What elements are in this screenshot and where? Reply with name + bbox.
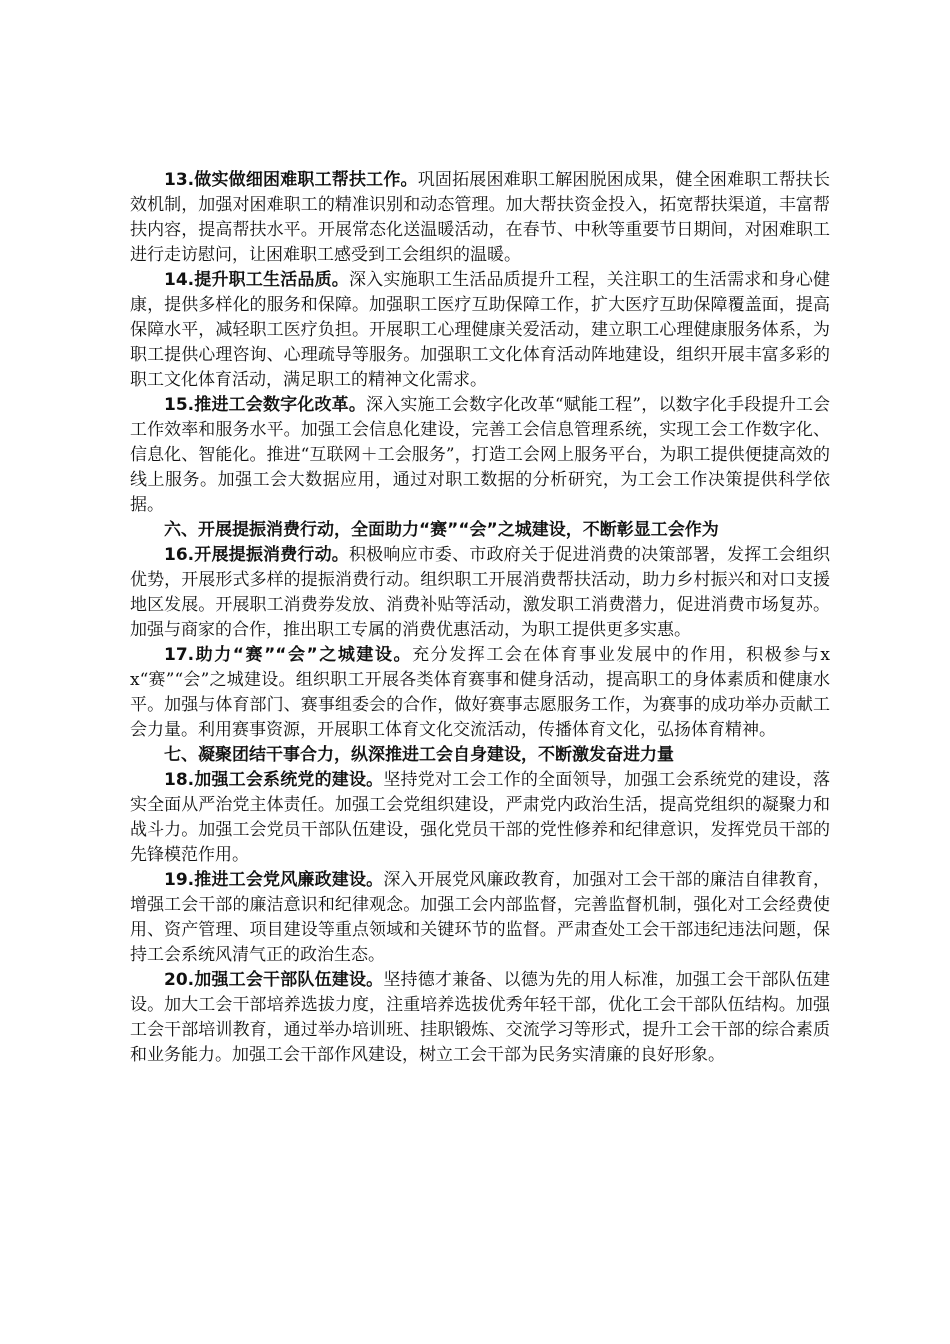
paragraph-lead: 13.做实做细困难职工帮扶工作。	[164, 170, 418, 190]
section-heading-7: 七、凝聚团结干事合力，纵深推进工会自身建设，不断激发奋进力量	[164, 745, 674, 765]
paragraph-20	[130, 968, 830, 1068]
paragraph-19	[130, 868, 830, 968]
paragraph-body: 深入实施职工生活品质提升工程，关注职工的生活需求和身心健康，提供多样化的服务和保障。加强职工医疗互助保障工作，扩大医疗互助保障覆盖面，提高保障水平，减轻职工医疗负担。开展职工心理健康关爱活动，建立职工心理健康服务体系，为职工提供心理咨询、心理疏导等服务。加强职工文化体育活动阵地建设，组织开展丰富多彩的职工文化体育活动，满足职工的精神文化需求。	[130, 270, 831, 390]
paragraph-body: 坚持德才兼备、以德为先的用人标准，加强工会干部队伍建设。加大工会干部培养选拔力度，注重培养选拔优秀年轻干部，优化工会干部队伍结构。加强工会干部培训教育，通过举办培训班、挂职锻炼、交流学习等形式，提升工会干部的综合素质和业务能力。加强工会干部作风建设，树立工会干部为民务实清廉的良好形象。	[130, 970, 831, 1065]
paragraph-body: 深入开展党风廉政教育，加强对工会干部的廉洁自律教育，增强工会干部的廉洁意识和纪律观念。加强工会内部监督，完善监督机制，强化对工会经费使用、资产管理、项目建设等重点领域和关键环节的监督。严肃查处工会干部违纪违法问题，保持工会系统风清气正的政治生态。	[130, 870, 831, 965]
paragraph-15	[130, 393, 830, 518]
paragraph-body: 积极响应市委、市政府关于促进消费的决策部署，发挥工会组织优势，开展形式多样的提振消费行动。组织职工开展消费帮扶活动，助力乡村振兴和对口支援地区发展。开展职工消费券发放、消费补贴等活动，激发职工消费潜力，促进消费市场复苏。加强与商家的合作，推出职工专属的消费优惠活动，为职工提供更多实惠。	[130, 545, 831, 640]
paragraph-body: 巩固拓展困难职工解困脱困成果，健全困难职工帮扶长效机制，加强对困难职工的精准识别和动态管理。加大帮扶资金投入，拓宽帮扶渠道，丰富帮扶内容，提高帮扶水平。开展常态化送温暖活动，在春节、中秋等重要节日期间，对困难职工进行走访慰问，让困难职工感受到工会组织的温暖。	[130, 170, 830, 265]
paragraph-body: 充分发挥工会在体育事业发展中的作用，积极参与xx“赛”“会”之城建设。组织职工开展各类体育赛事和健身活动，提高职工的身体素质和健康水平。加强与体育部门、赛事组委会的合作，做好赛事志愿服务工作，为赛事的成功举办贡献工会力量。利用赛事资源，开展职工体育文化交流活动，传播体育文化，弘扬体育精神。	[130, 645, 830, 740]
paragraph-body: 坚持党对工会工作的全面领导，加强工会系统党的建设，落实全面从严治党主体责任。加强工会党组织建设，严肃党内政治生活，提高党组织的凝聚力和战斗力。加强工会党员干部队伍建设，强化党员干部的党性修养和纪律意识，发挥党员干部的先锋模范作用。	[130, 770, 831, 865]
paragraph-lead: 15.推进工会数字化改革。	[164, 395, 366, 415]
document-page	[130, 168, 830, 1068]
paragraph-17	[130, 643, 830, 743]
paragraph-18	[130, 768, 830, 868]
paragraph-lead: 18.加强工会系统党的建设。	[164, 770, 384, 790]
paragraph-body: 深入实施工会数字化改革“赋能工程”，以数字化手段提升工会工作效率和服务水平。加强工会信息化建设，完善工会信息管理系统，实现工会工作数字化、信息化、智能化。推进“互联网＋工会服务”，打造工会网上服务平台，为职工提供便捷高效的线上服务。加强工会大数据应用，通过对职工数据的分析研究，为工会工作决策提供科学依据。	[130, 395, 830, 515]
section-heading-6: 六、开展提振消费行动，全面助力“赛”“会”之城建设，不断彰显工会作为	[164, 520, 719, 540]
paragraph-lead: 17.助力“赛”“会”之城建设。	[164, 645, 413, 665]
paragraph-lead: 20.加强工会干部队伍建设。	[164, 970, 384, 990]
paragraph-16	[130, 543, 830, 643]
paragraph-14	[130, 268, 830, 393]
paragraph-lead: 19.推进工会党风廉政建设。	[164, 870, 384, 890]
paragraph-lead: 14.提升职工生活品质。	[164, 270, 349, 290]
paragraph-lead: 16.开展提振消费行动。	[164, 545, 349, 565]
paragraph-13	[130, 168, 830, 268]
